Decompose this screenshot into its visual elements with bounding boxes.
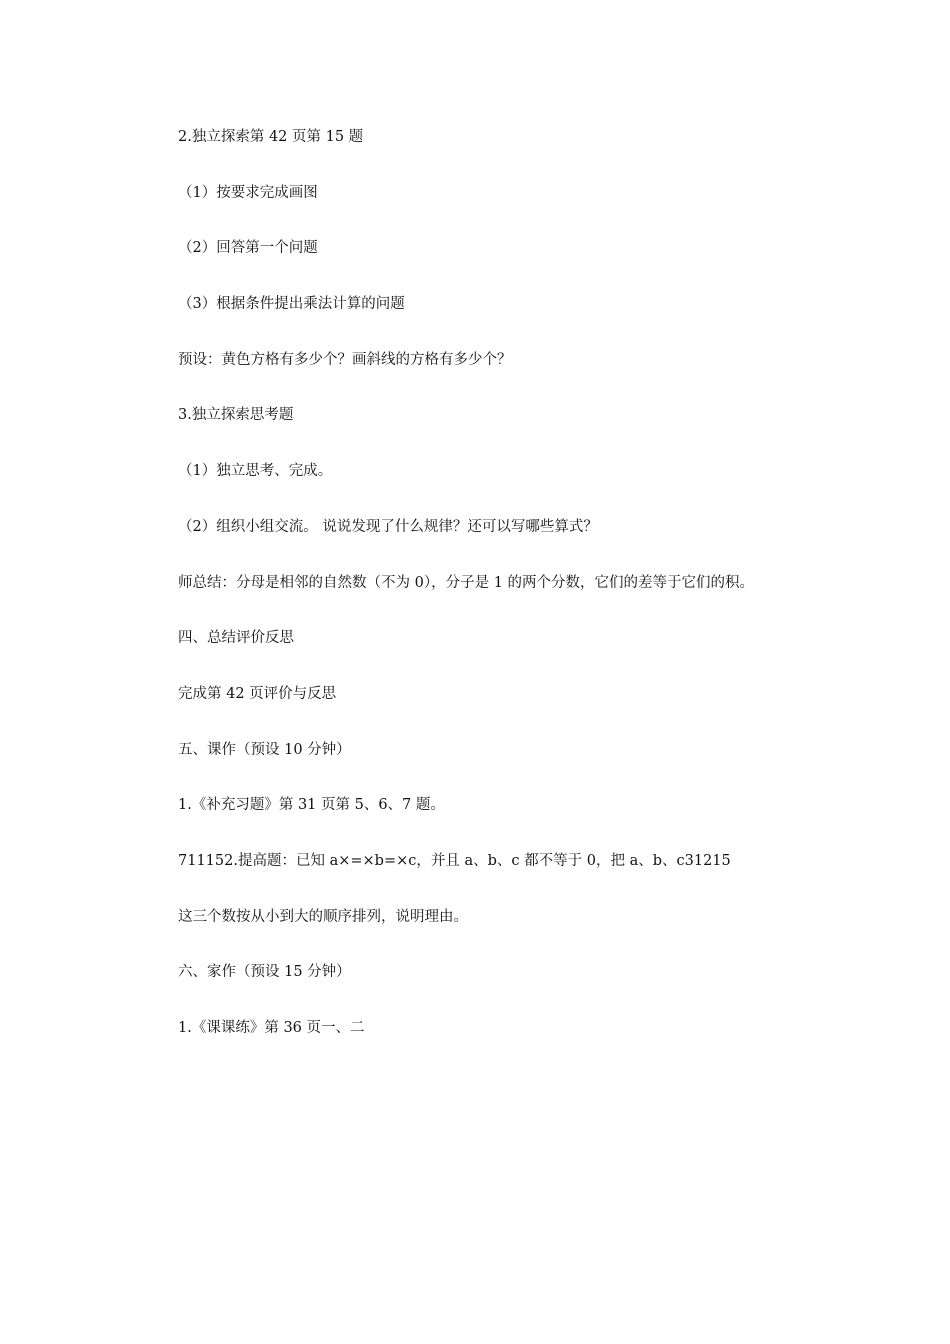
step-answer: （2）回答第一个问题 xyxy=(178,240,318,256)
thinking-heading: 3.独立探索思考题 xyxy=(178,407,294,423)
advanced-problem-continued: 这三个数按从小到大的顺序排列，说明理由。 xyxy=(178,909,468,925)
step-pose-question: （3）根据条件提出乘法计算的问题 xyxy=(178,296,405,312)
step-discuss: （2）组织小组交流。 说说发现了什么规律？还可以写哪些算式？ xyxy=(178,519,598,535)
evaluation-task: 完成第 42 页评价与反思 xyxy=(178,686,337,702)
section-six-heading: 六、家作（预设 15 分钟） xyxy=(178,964,351,980)
step-draw: （1）按要求完成画图 xyxy=(178,185,318,201)
exercise-heading: 2.独立探索第 42 页第 15 题 xyxy=(178,129,364,145)
section-four-heading: 四、总结评价反思 xyxy=(178,630,294,646)
classwork-item: 1.《补充习题》第 31 页第 5、6、7 题。 xyxy=(178,797,445,813)
teacher-summary: 师总结：分母是相邻的自然数（不为 0），分子是 1 的两个分数，它们的差等于它们的积。 xyxy=(178,575,755,591)
advanced-problem: 711152.提高题：已知 a×=×b=×c，并且 a、b、c 都不等于 0，把 a、b、c31215 xyxy=(178,853,731,869)
section-five-heading: 五、课作（预设 10 分钟） xyxy=(178,742,351,758)
step-think: （1）独立思考、完成。 xyxy=(178,463,333,479)
preset-questions: 预设：黄色方格有多少个？画斜线的方格有多少个？ xyxy=(178,352,512,368)
homework-item: 1.《课课练》第 36 页一、二 xyxy=(178,1020,365,1036)
